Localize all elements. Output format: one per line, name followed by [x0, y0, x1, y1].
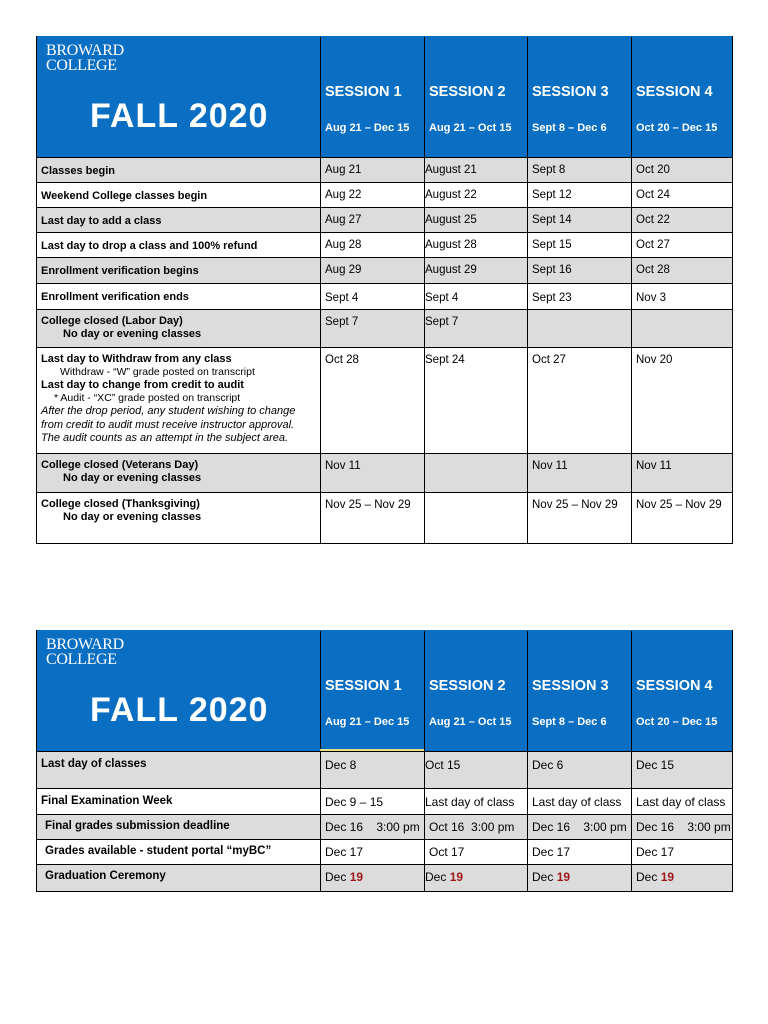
table-row: Enrollment verification begins Aug 29 August 29 Sept 16 Oct 28 — [37, 257, 732, 283]
broward-college-logo: BROWARD COLLEGE — [46, 42, 124, 74]
session-2-header: SESSION 2 Aug 21 – Oct 15 — [424, 631, 527, 751]
calendar-header — [37, 36, 732, 157]
calendar-header — [37, 630, 732, 751]
session-1-header: SESSION 1 Aug 21 – Dec 15 — [320, 631, 424, 751]
session-4-header: SESSION 4 Oct 20 – Dec 15 — [631, 631, 734, 751]
broward-college-logo: BROWARD COLLEGE — [46, 636, 124, 668]
table-row: Last day to add a class Aug 27 August 25 Sept 14 Oct 22 — [37, 207, 732, 232]
table-row: Final grades submission deadline Dec 16 3:00 pm Oct 16 3:00 pm Dec 16 3:00 pm Dec 16 3:00 pm — [37, 814, 732, 839]
table-row: Last day to drop a class and 100% refund Aug 28 August 28 Sept 15 Oct 27 — [37, 232, 732, 257]
table-row: College closed (Veterans Day) No day or evening classes Nov 11 Nov 11 Nov 11 — [37, 453, 732, 492]
table-row: Grades available - student portal “myBC” Dec 17 Oct 17 Dec 17 Dec 17 — [37, 839, 732, 864]
session-3-header: SESSION 3 Sept 8 – Dec 6 — [527, 631, 631, 751]
table-row: Final Examination Week Dec 9 – 15 Last day of class Last day of class Last day of class — [37, 788, 732, 814]
table-row: College closed (Labor Day) No day or evening classes Sept 7 Sept 7 — [37, 309, 732, 347]
table-row: Weekend College classes begin Aug 22 August 22 Sept 12 Oct 24 — [37, 182, 732, 207]
calendar-title: FALL 2020 — [90, 97, 269, 135]
session-4-header: SESSION 4 Oct 20 – Dec 15 — [631, 37, 734, 157]
session-2-header: SESSION 2 Aug 21 – Oct 15 — [424, 37, 527, 157]
table-row: Graduation Ceremony Dec 19 Dec 19 Dec 19 Dec 19 — [37, 864, 732, 891]
table-row: Classes begin Aug 21 August 21 Sept 8 Oct 20 — [37, 157, 732, 182]
table-row: Last day to Withdraw from any class Withdraw - “W” grade posted on transcript Last day to change from credit to audit * Audit - “XC” grade posted on transcript After the drop period, any student wishing to change from credit to audit must receive instructor approval. The audit counts as an attempt in the subject area. Oct 28 Sept 24 Oct 27 Nov 20 — [37, 347, 732, 453]
table-row: College closed (Thanksgiving) No day or evening classes Nov 25 – Nov 29 Nov 25 – Nov 29 Nov 25 – Nov 29 — [37, 492, 732, 543]
fall-2020-calendar-finals — [36, 630, 733, 892]
table-row: Last day of classes Dec 8 Oct 15 Dec 6 Dec 15 — [37, 751, 732, 788]
session-3-header: SESSION 3 Sept 8 – Dec 6 — [527, 37, 631, 157]
fall-2020-calendar-main — [36, 36, 733, 544]
calendar-title: FALL 2020 — [90, 691, 269, 729]
table-row: Enrollment verification ends Sept 4 Sept 4 Sept 23 Nov 3 — [37, 283, 732, 309]
session-1-header: SESSION 1 Aug 21 – Dec 15 — [320, 37, 424, 157]
